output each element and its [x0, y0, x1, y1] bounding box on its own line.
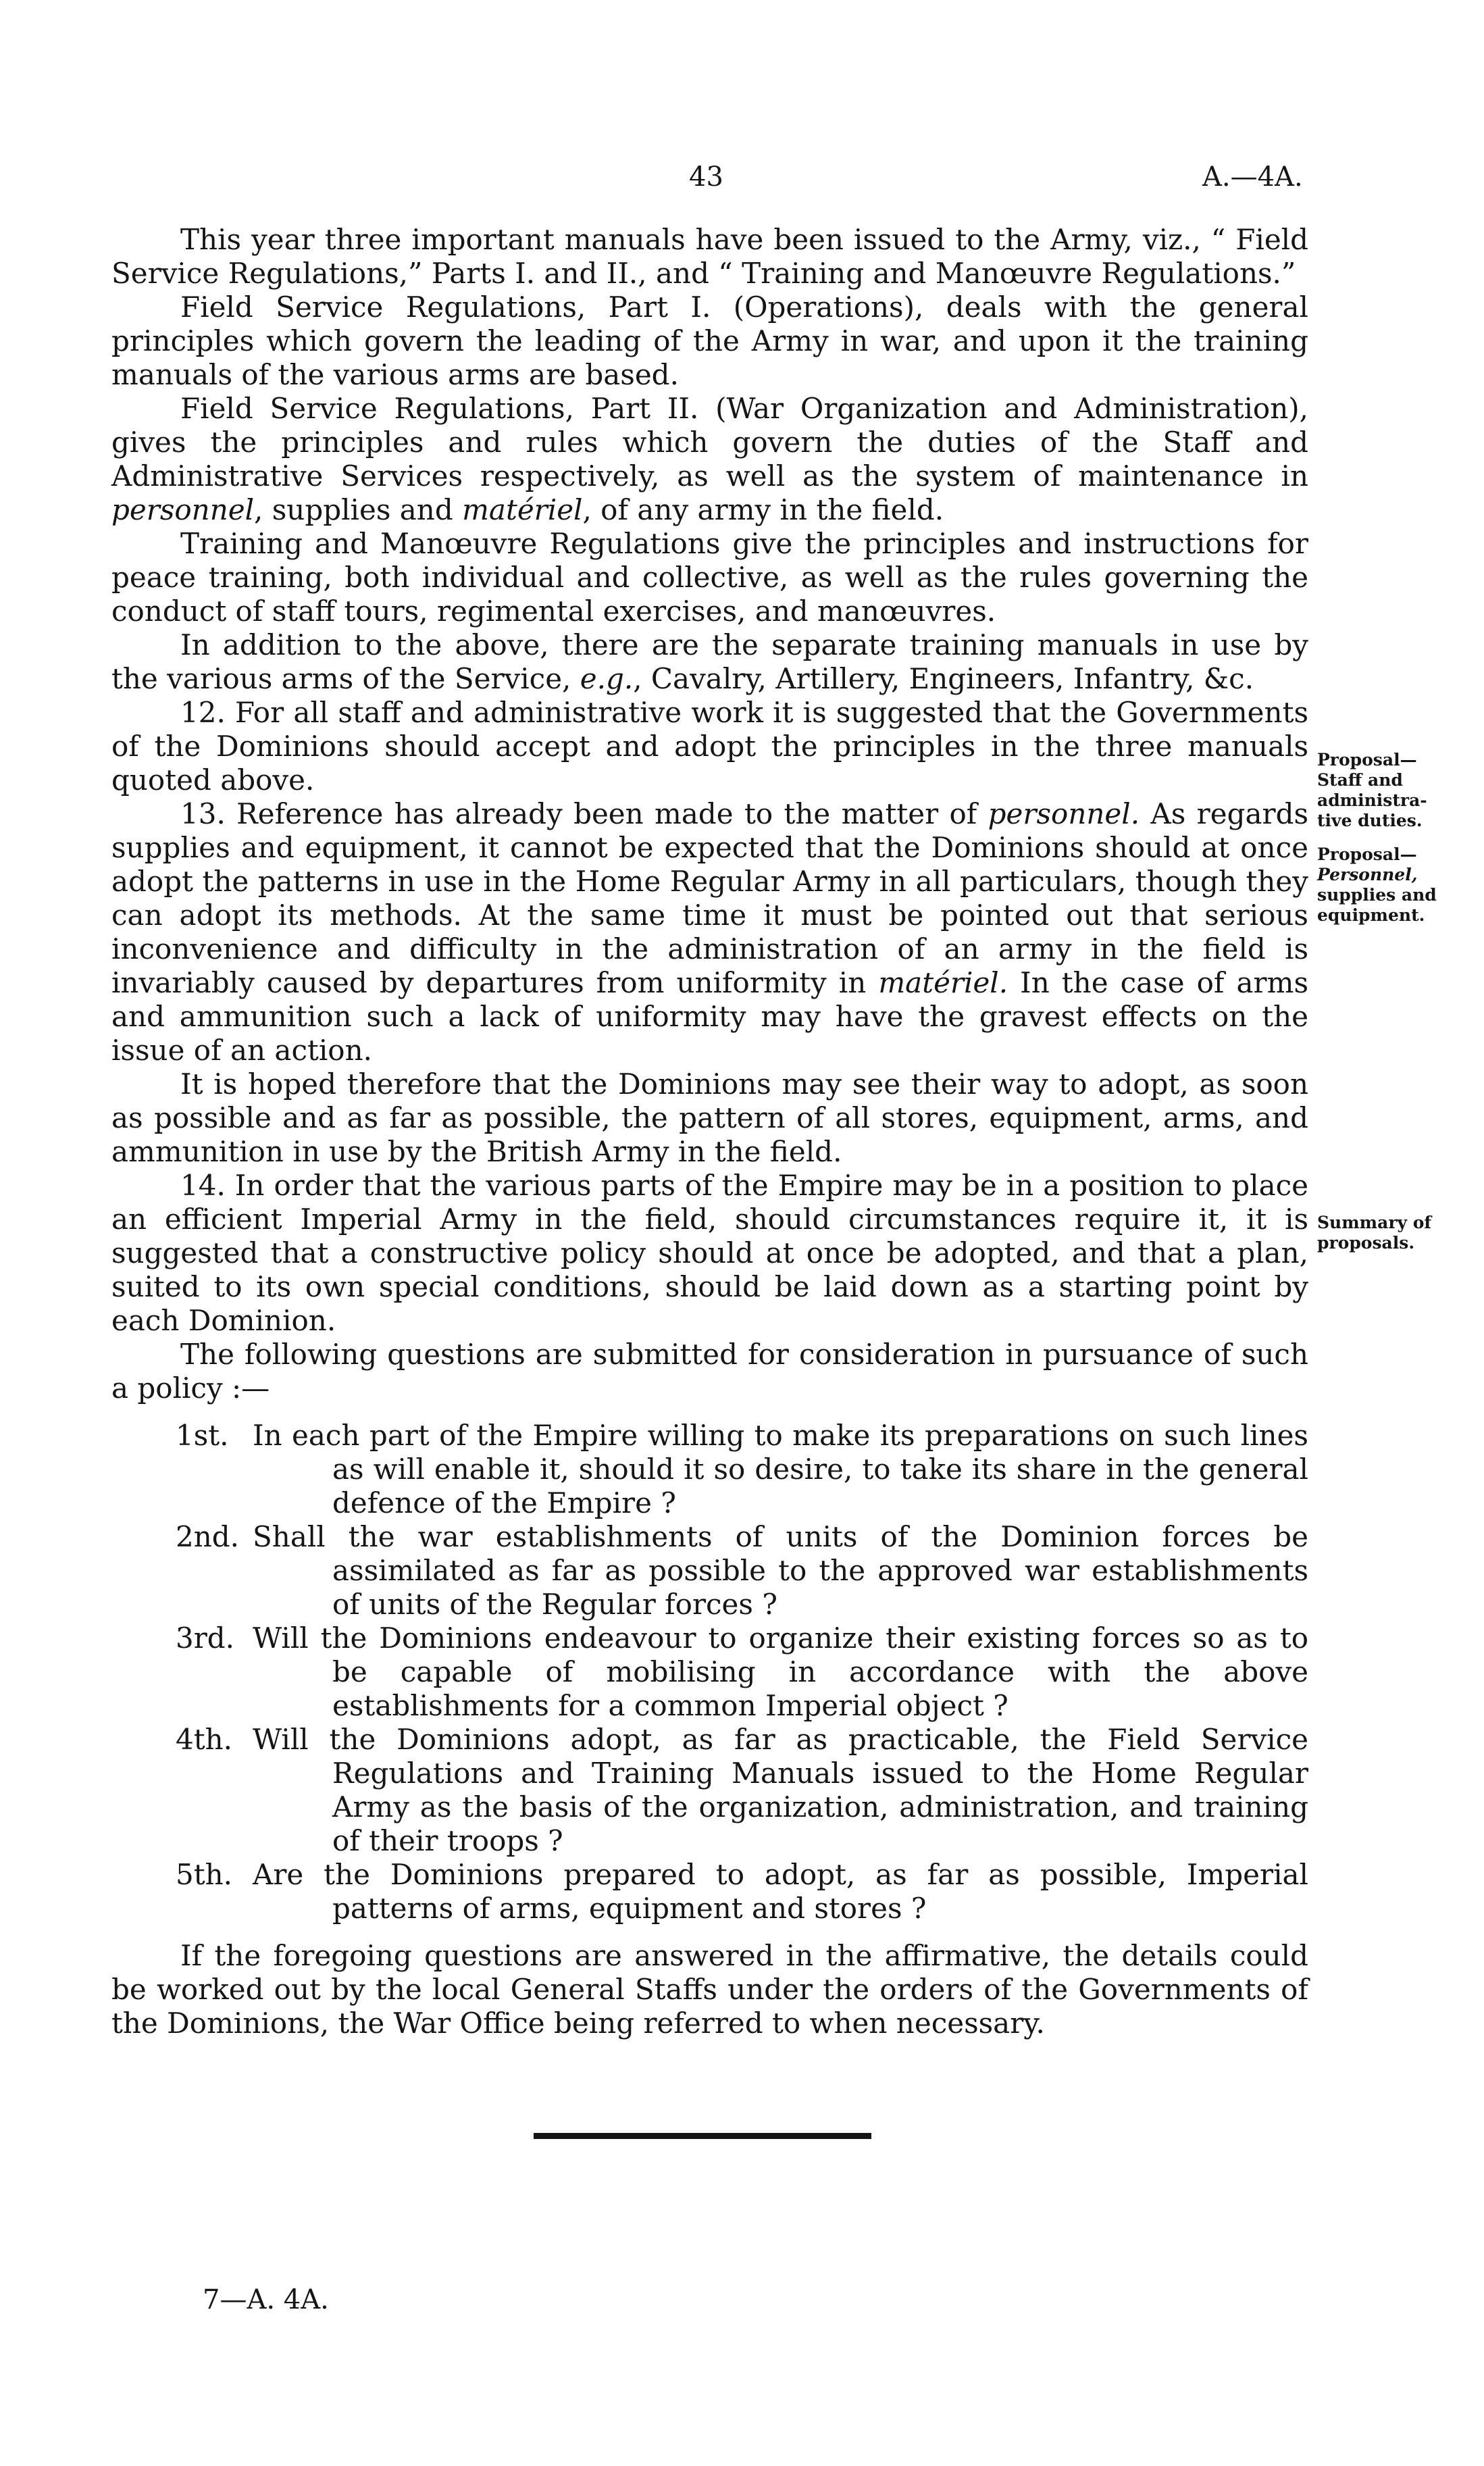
question-text: Are the Dominions prepared to adopt, as far as possible, Imperial patterns of arms, equipment and stores ?	[253, 1858, 1308, 1925]
text-run: This year three important manuals have been issued to the Army, viz., “ Field Service Regulations,” Parts I. and II., and “ Training and Manœuvre Regulations.”	[111, 223, 1308, 290]
question-item	[176, 1419, 1308, 1520]
margin-note-supplies-equipment	[1317, 845, 1462, 926]
text-run: 14. In order that the various parts of the Empire may be in a position to place an efficient Imperial Army in the field, should circumstances require it, it is suggested that a constructive policy should at once be adopted, and that a plan, suited to its own special conditions, should be laid down as a starting point by each Dominion.	[111, 1169, 1308, 1337]
document-reference: A.—4A.	[1202, 161, 1303, 193]
margin-note-line: equipment.	[1317, 905, 1425, 925]
question-number: 2nd.	[176, 1520, 240, 1553]
text-run: Field Service Regulations, Part II. (War Organization and Administration), gives the principles and rules which govern the duties of the Staff and Administrative Services respectively, as well as the system of maintenance in	[111, 392, 1308, 493]
margin-note-line: Summary of	[1317, 1213, 1432, 1232]
margin-note-line: administra-	[1317, 790, 1427, 810]
text-run: In the case of arms and ammunition such a lack of uniformity may have the gravest effects on the issue of an action.	[111, 966, 1308, 1067]
question-number: 1st.	[176, 1419, 229, 1452]
italic-run: matériel	[462, 493, 583, 526]
paragraph	[111, 1338, 1308, 1405]
question-number: 4th.	[176, 1723, 232, 1756]
text-run: 13. Reference has already been made to the matter of	[180, 797, 988, 830]
question-text: Will the Dominions adopt, as far as practicable, the Field Service Regulations and Training Manuals issued to the Home Regular Army as the basis of the organization, administration, and training of their troops ?	[253, 1723, 1308, 1857]
paragraph-12	[111, 696, 1308, 797]
closing-paragraph: If the foregoing questions are answered in the affirmative, the details could be worked out by the local General Staffs under the orders of the Governments of the Dominions, the War Office being referred to when necessary.	[111, 1939, 1308, 2040]
margin-note-line: Proposal—	[1317, 750, 1417, 770]
text-run: Training and Manœuvre Regulations give the principles and instructions for peace training, both individual and collective, as well as the rules governing the conduct of staff tours, regimental exercises, and manœuvres.	[111, 527, 1308, 628]
question-text: Will the Dominions endeavour to organize their existing forces so as to be capable of mobilising in accordance with the above establishments for a common Imperial object ?	[253, 1621, 1308, 1722]
paragraph	[111, 291, 1308, 392]
question-text: Shall the war establishments of units of the Dominion forces be assimilated as far as possible to the approved war establishments of units of the Regular forces ?	[253, 1520, 1308, 1621]
question-item	[176, 1621, 1308, 1723]
paragraph	[111, 223, 1308, 291]
italic-run: personnel	[111, 493, 255, 526]
margin-note-line: Proposal—	[1317, 845, 1417, 864]
italic-run: matériel.	[878, 966, 1008, 999]
margin-note-line: tive duties.	[1317, 811, 1423, 830]
text-run: The following questions are submitted for consideration in pursuance of such a policy :—	[111, 1338, 1308, 1405]
paragraph	[111, 1067, 1308, 1169]
margin-note-line: supplies and	[1317, 885, 1437, 905]
text-run: It is hoped therefore that the Dominions may see their way to adopt, as soon as possible and as far as possible, the pattern of all stores, equipment, arms, and ammunition in use by the British Army in the field.	[111, 1067, 1308, 1168]
text-run: , supplies and	[254, 493, 463, 526]
question-item	[176, 1520, 1308, 1621]
paragraph	[111, 628, 1308, 696]
text-run: , of any army in the field.	[582, 493, 944, 526]
question-text: In each part of the Empire willing to make its preparations on such lines as will enable it, should it so desire, to take its share in the general defence of the Empire ?	[253, 1419, 1308, 1519]
paragraph-13	[111, 797, 1308, 1067]
question-item	[176, 1858, 1308, 1926]
question-number: 3rd.	[176, 1621, 235, 1655]
margin-note-line: Personnel,	[1317, 865, 1418, 884]
italic-run: personnel.	[988, 797, 1140, 830]
printer-signature: 7—A. 4A.	[203, 2284, 329, 2315]
margin-note-staff-duties	[1317, 750, 1462, 831]
text-run: As regards supplies and equipment, it cannot be expected that the Dominions should at once adopt the patterns in use in the Home Regular Army in all particulars, though they can adopt its methods. At the same time it must be pointed out that serious inconvenience and difficulty in the administration of an army in the field is invariably caused by departures from uniformity in	[111, 797, 1309, 999]
margin-note-summary	[1317, 1213, 1462, 1253]
question-number: 5th.	[176, 1858, 232, 1891]
paragraph-14	[111, 1169, 1308, 1338]
page-number: 43	[689, 161, 723, 193]
margin-note-line: proposals.	[1317, 1233, 1415, 1253]
margin-note-line: Staff and	[1317, 770, 1403, 790]
question-item	[176, 1723, 1308, 1858]
section-divider	[534, 2133, 871, 2139]
italic-run: e.g.	[580, 662, 634, 695]
text-run: 12. For all staff and administrative work it is suggested that the Governments of the Dominions should accept and adopt the principles in the three manuals quoted above.	[111, 696, 1308, 797]
paragraph	[111, 527, 1308, 628]
body-text	[111, 223, 1308, 2040]
text-run: , Cavalry, Artillery, Engineers, Infantry, &c.	[633, 662, 1254, 695]
paragraph	[111, 392, 1308, 527]
text-run: Field Service Regulations, Part I. (Operations), deals with the general principles which govern the leading of the Army in war, and upon it the training manuals of the various arms are based.	[111, 291, 1308, 391]
text-run: In addition to the above, there are the separate training manuals in use by the various arms of the Service,	[111, 628, 1308, 695]
